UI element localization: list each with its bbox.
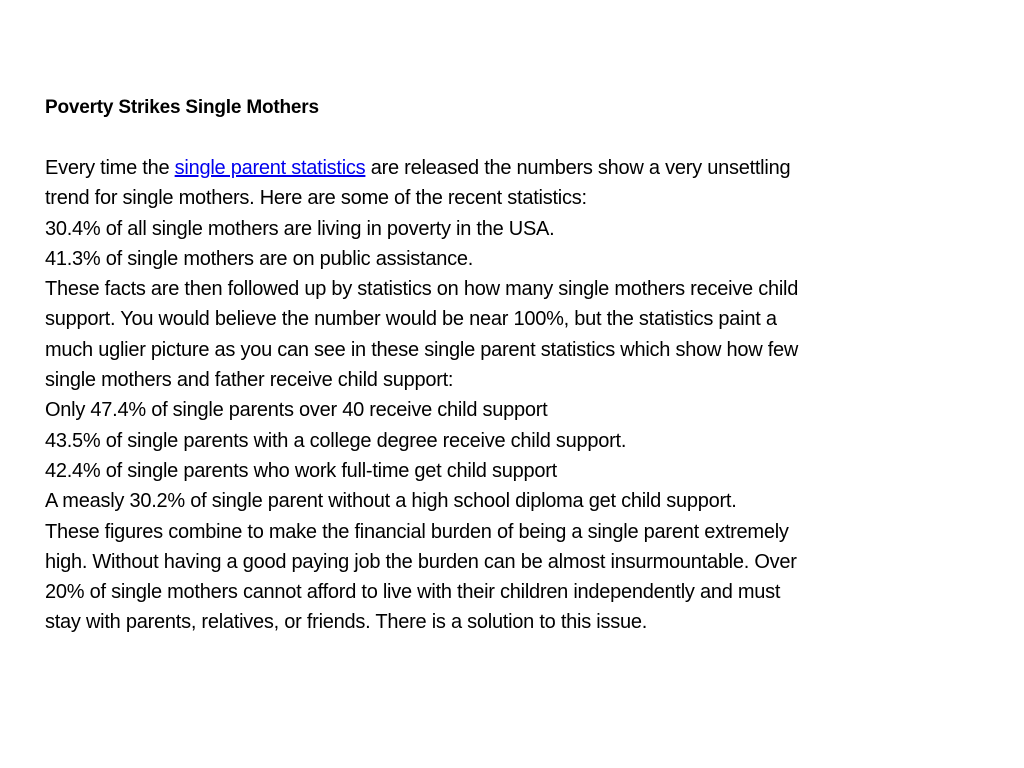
stat-line: 42.4% of single parents who work full-time get child support — [45, 459, 557, 482]
paragraph-line: single mothers and father receive child support: — [45, 369, 454, 392]
paragraph-line: These facts are then followed up by statistics on how many single mothers receive child — [45, 278, 799, 301]
stat-line: A measly 30.2% of single parent without a high school diploma get child support. — [45, 490, 737, 513]
paragraph-line: support. You would believe the number would be near 100%, but the statistics paint a — [45, 308, 777, 331]
paragraph-line: 20% of single mothers cannot afford to live with their children independently and must — [45, 581, 781, 604]
intro-text-before-link: Every time the — [45, 157, 175, 179]
stat-line: Only 47.4% of single parents over 40 receive child support — [45, 399, 548, 422]
paragraph-line: stay with parents, relatives, or friends. There is a solution to this issue. — [45, 611, 648, 634]
paragraph-line: high. Without having a good paying job the burden can be almost insurmountable. Over — [45, 550, 797, 573]
intro-line-2: trend for single mothers. Here are some of the recent statistics: — [45, 187, 587, 210]
stat-line: 43.5% of single parents with a college degree receive child support. — [45, 429, 627, 452]
intro-line-1 — [45, 153, 990, 183]
paragraph-line: These figures combine to make the financial burden of being a single parent extremely — [45, 520, 789, 543]
paragraph-line: much uglier picture as you can see in these single parent statistics which show how few — [45, 338, 799, 361]
body-text — [45, 153, 990, 638]
spacer — [45, 123, 990, 153]
page-title: Poverty Strikes Single Mothers — [45, 97, 319, 118]
stat-line: 30.4% of all single mothers are living in poverty in the USA. — [45, 217, 555, 240]
intro-text-after-link: are released the numbers show a very unsettling — [365, 157, 791, 179]
stat-line: 41.3% of single mothers are on public assistance. — [45, 247, 473, 270]
single-parent-statistics-link[interactable]: single parent statistics — [174, 157, 366, 179]
slide-content — [45, 93, 990, 638]
